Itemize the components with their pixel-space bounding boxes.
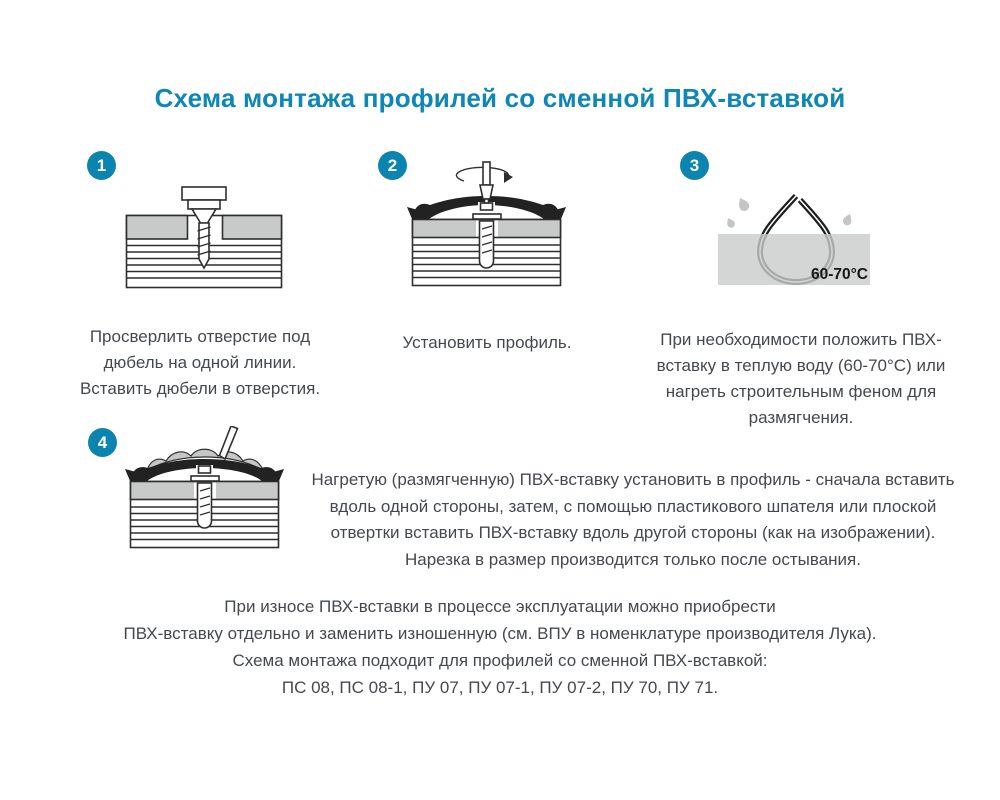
footer-line: ПС 08, ПС 08-1, ПУ 07, ПУ 07-1, ПУ 07-2, ПУ 70, ПУ 71. — [281, 678, 719, 697]
footer-line: Схема монтажа подходит для профилей со сменной ПВХ-вставкой: — [232, 651, 768, 670]
step-1-illustration — [118, 183, 290, 295]
step-2-illustration — [404, 157, 569, 291]
water-temp-label: 60-70°C — [810, 266, 868, 283]
washer — [191, 476, 219, 481]
washer — [473, 214, 501, 219]
screw-head — [199, 466, 211, 473]
step-4-illustration — [122, 426, 287, 553]
step-2-badge: 2 — [378, 151, 407, 180]
step-2-caption: Установить профиль. — [402, 333, 572, 352]
page-title: Схема монтажа профилей со сменной ПВХ-вставкой — [154, 83, 846, 113]
footer-line: ПВХ-вставку отдельно и заменить изношенную (см. ВПУ в номенклатуре производителя Лука). — [123, 624, 877, 643]
dowel-icon — [198, 483, 212, 528]
surface-left — [127, 216, 188, 240]
step-4-caption: Нагретую (размягченную) ПВХ-вставку установить в профиль - сначала вставить вдоль одной стороны, затем, с помощью пластикового шпателя или плоской отвертки вставить ПВХ-вставку вдоль другой стороны (как на изображении). Нарезка в размер производится только после остывания. — [311, 470, 955, 569]
step-1-badge: 1 — [87, 151, 116, 180]
footer-line: При износе ПВХ-вставки в процессе эксплуатации можно приобрести — [224, 597, 776, 616]
step-1-caption: Просверлить отверстие под дюбель на одной линии. Вставить дюбели в отверстия. — [79, 327, 321, 398]
footer-note — [0, 593, 1000, 701]
screw-head — [481, 203, 493, 210]
step-3-badge: 3 — [680, 151, 709, 180]
dowel-icon — [480, 221, 494, 268]
step-3-caption: При необходимости положить ПВХ-вставку в теплую воду (60-70°C) или нагреть строительным феном для размягчения. — [656, 330, 946, 427]
surface-right — [223, 216, 282, 240]
step-4-badge: 4 — [88, 428, 117, 457]
step-3-illustration — [700, 182, 900, 294]
